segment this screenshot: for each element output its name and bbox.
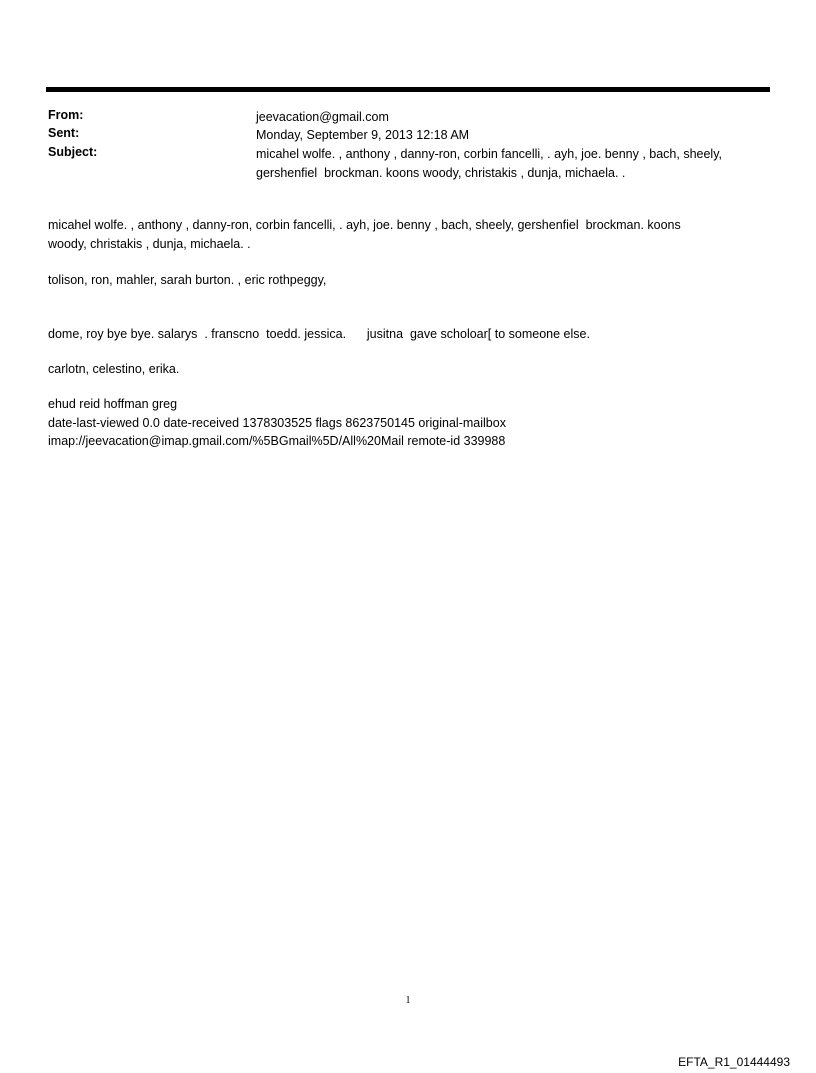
from-value: jeevacation@gmail.com [256,110,389,124]
body-p2: tolison, ron, mahler, sarah burton. , eric rothpeggy, [48,273,327,287]
body-p5-line-3: imap://jeevacation@imap.gmail.com/%5BGmail%5D/All%20Mail remote-id 339988 [48,434,506,448]
body-paragraph-4 [48,360,768,379]
body-p1-line-2: woody, christakis , dunja, michaela. . [48,236,251,251]
sent-label: Sent: [48,126,80,140]
bates-stamp: EFTA_R1_01444493 [678,1055,790,1069]
subject-line-1: micahel wolfe. , anthony , danny-ron, corbin fancelli, . ayh, joe. benny , bach, sheely, [256,147,723,161]
page-number: 1 [405,995,411,1006]
sent-value: Monday, September 9, 2013 12:18 AM [256,128,470,142]
body-paragraph-5 [48,395,768,451]
body-paragraph-3 [48,325,768,344]
body-p1-line-1: micahel wolfe. , anthony , danny-ron, corbin fancelli, . ayh, joe. benny , bach, sheely, gershenfiel brockman. koons [48,218,681,232]
body-paragraph-2 [48,271,768,290]
body-p4: carlotn, celestino, erika. [48,362,180,376]
from-label: From: [48,108,84,122]
subject-value [256,145,766,183]
subject-line-2: gershenfiel brockman. koons woody, christakis , dunja, michaela. . [256,166,626,180]
body-paragraph-1 [48,216,768,253]
body-p5-line-2: date-last-viewed 0.0 date-received 1378303525 flags 8623750145 original-mailbox [48,415,506,430]
header-divider [46,87,770,92]
subject-label: Subject: [48,145,98,159]
body-p3: dome, roy bye bye. salarys . franscno toedd. jessica. jusitna gave scholoar[ to someone else. [48,327,590,341]
body-p5-line-1: ehud reid hoffman greg [48,397,178,411]
